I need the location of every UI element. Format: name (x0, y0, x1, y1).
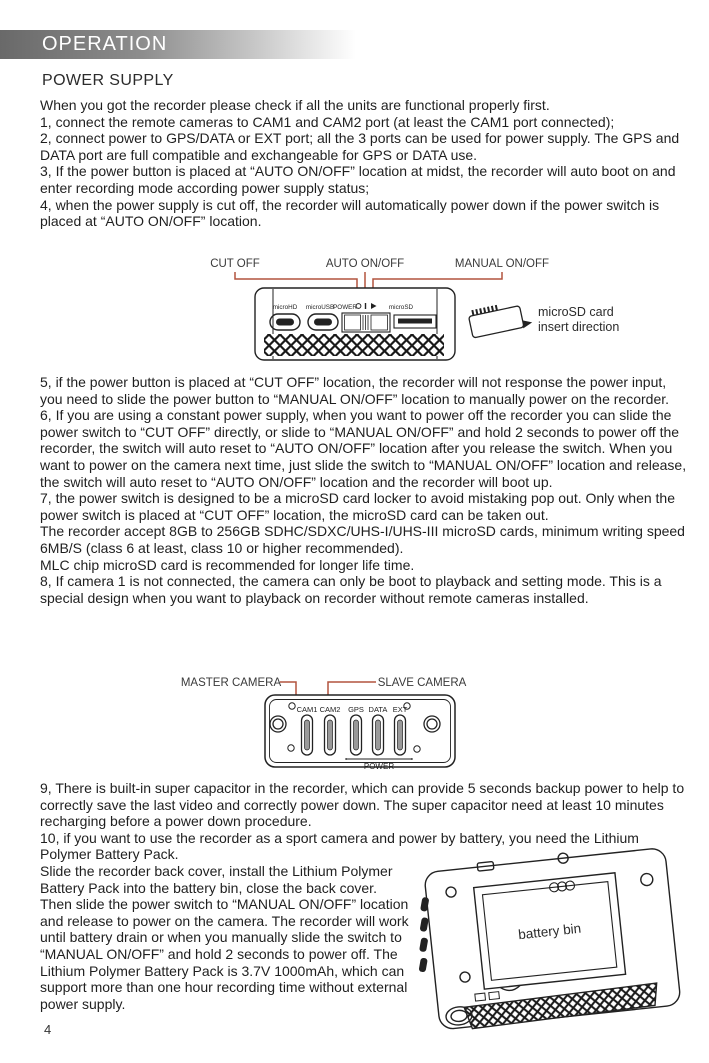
chapter-header-bar (0, 30, 356, 59)
power-group-label: POWER (363, 762, 395, 771)
section-title: POWER SUPPLY (42, 72, 174, 89)
gps-port-label: GPS (348, 705, 364, 714)
body-paragraph: 7, the power switch is designed to be a microSD card locker to avoid mistaking pop out. Only when the power switch is placed at “CUT OFF” location, the microSD card can be taken out. (40, 490, 675, 523)
manual-onoff-label: MANUAL ON/OFF (454, 258, 550, 270)
auto-onoff-label: AUTO ON/OFF (325, 258, 405, 270)
page-number: 4 (44, 1022, 52, 1037)
body-paragraph: 6, If you are using a constant power supply, when you want to power off the recorder you can slide the power switch to “CUT OFF” directly, or slide to “MANUAL ON/OFF” and hold 2 seconds to power off the recorder, the switch will auto reset to “AUTO ON/OFF” location after you release the switch. When you want to power on the camera next time, just slide the switch to “MANUAL ON/OFF” location and release, the switch will auto reset to “AUTO ON/OFF” location and the recorder will boot up. (40, 407, 687, 490)
slave-camera-label: SLAVE CAMERA (377, 677, 467, 689)
body-paragraph: MLC chip microSD card is recommended for longer life time. (40, 556, 415, 573)
battery-paragraph (40, 863, 410, 1012)
body-paragraph: 10, if you want to use the recorder as a sport camera and power by battery, you need the Lithium Polymer Battery Pack. (40, 829, 639, 863)
battery-bin-label: battery bin (517, 920, 582, 943)
ext-port-label: EXT (392, 705, 408, 714)
body-paragraph: 3, If the power button is placed at “AUTO ON/OFF” location at midst, the recorder will auto boot on and enter recording mode according power supply status; (40, 163, 676, 196)
body-paragraph: 4, when the power supply is cut off, the recorder will automatically power down if the power switch is placed at “AUTO ON/OFF” location. (40, 196, 660, 230)
body-paragraph: Slide the recorder back cover, install the Lithium Polymer Battery Pack into the battery bin, close the back cover. Then slide the power switch to “MANUAL ON/OFF” location and release to power on the camera. The recorder will work until battery drain or when you manually slide the switch to “MANUAL ON/OFF” and hold 2 seconds to power off. The Lithium Polymer Battery Pack is 3.7V 1000mAh, which can support more than one hour recording time without external power supply. (40, 863, 409, 1012)
battery-compartment-figure (400, 848, 700, 1040)
data-port-label: DATA (368, 705, 388, 714)
cam1-port-label: CAM1 (296, 705, 318, 714)
front-panel-figure (150, 672, 550, 782)
cam2-port-label: CAM2 (319, 705, 341, 714)
recorder-back-view (400, 848, 681, 1034)
body-paragraph: 9, There is built-in super capacitor in the recorder, which can provide 5 seconds backup power to help to correctly save the last video and correctly power down. The super capacitor need at least 10 minutes recharging before a power down procedure. (40, 780, 685, 830)
top-view-figure (148, 252, 698, 374)
sd-note-line1: microSD card (538, 305, 614, 319)
microsd-slot-label: microSD (388, 304, 414, 311)
body-paragraph: 8, If camera 1 is not connected, the camera can only be boot to playback and setting mode. This is a special design when you want to playback on recorder without remote cameras installed. (40, 573, 662, 606)
intro-paragraphs (40, 97, 682, 230)
microusb-port-label: microUSB (305, 304, 335, 311)
sd-note-line2: insert direction (538, 320, 620, 334)
middle-paragraphs (40, 374, 688, 606)
heat-sink-pattern (264, 334, 444, 356)
chapter-title: OPERATION (42, 33, 168, 55)
body-paragraph: When you got the recorder please check if all the units are functional properly first. (40, 97, 550, 113)
master-camera-label: MASTER CAMERA (180, 677, 282, 689)
power-switch-label: POWER (333, 304, 357, 311)
body-paragraph: 1, connect the remote cameras to CAM1 and CAM2 port (at least the CAM1 port connected); (40, 113, 615, 130)
recorder-top-view (255, 288, 455, 360)
microhd-port-label: microHD (272, 304, 298, 311)
cut-off-label: CUT OFF (210, 258, 260, 270)
body-paragraph: 2, connect power to GPS/DATA or EXT port; all the 3 ports can be used for power supply. The GPS and DATA port are full compatible and exchangeable for GPS or DATA use. (40, 130, 680, 163)
insert-direction-arrow-icon (522, 318, 533, 328)
recorder-front-view (265, 695, 455, 771)
body-paragraph: The recorder accept 8GB to 256GB SDHC/SDXC/UHS-I/UHS-III microSD cards, minimum writing speed 6MB/S (class 6 at least, class 10 or higher recommended). (40, 523, 685, 556)
body-paragraph: 5, if the power button is placed at “CUT OFF” location, the recorder will not response the power input, you need to slide the power button to “MANUAL ON/OFF” location to manually power on the recorder. (40, 374, 670, 407)
microsd-card-icon (467, 298, 533, 339)
